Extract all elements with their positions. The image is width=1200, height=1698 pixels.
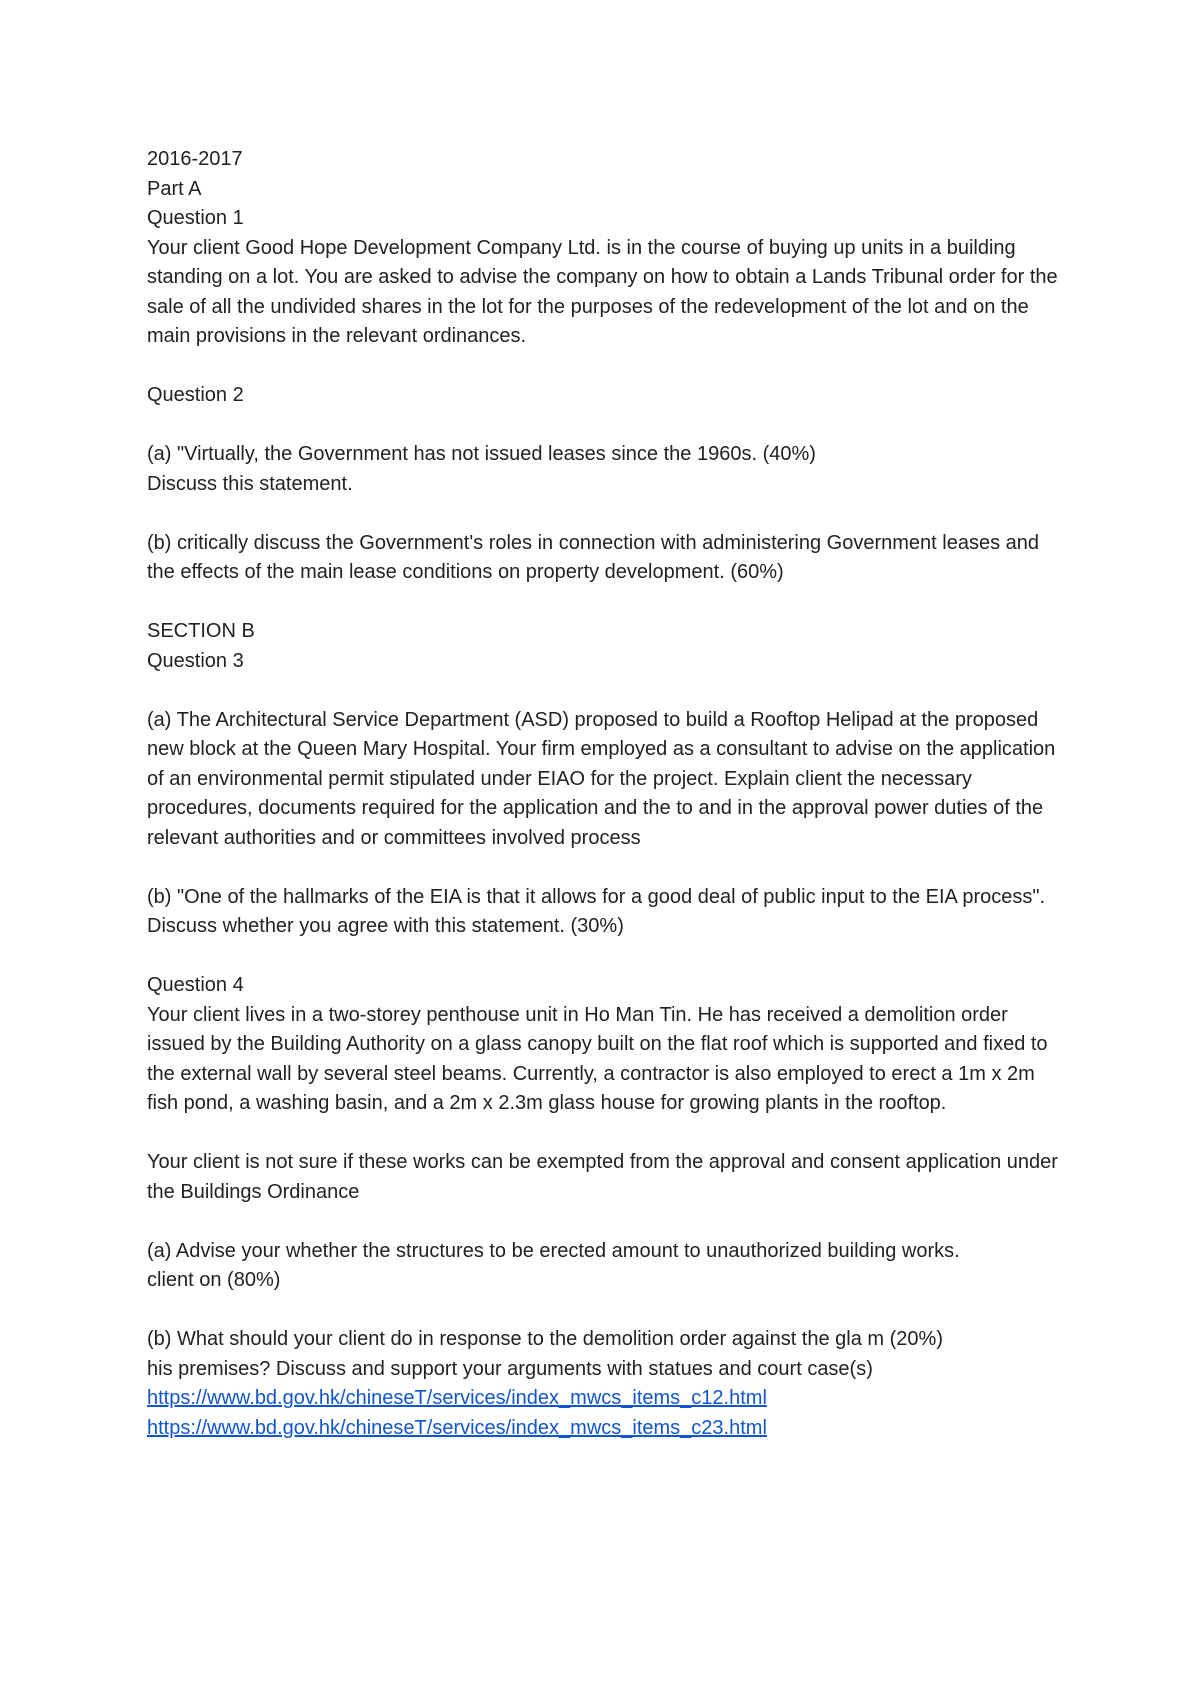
question-4b-line-1: (b) What should your client do in response to the demolition order against the gla m (20%) (147, 1328, 943, 1350)
spacer (147, 588, 1067, 618)
spacer (147, 942, 1067, 972)
question-3a: (a) The Architectural Service Department (ASD) proposed to build a Rooftop Helipad at the proposed new block at the Queen Mary Hospital. Your firm employed as a consultant to advise on the application of an environmental permit stipulated under EIAO for the project. Explain client the necessary procedures, documents required for the application and the to and in the approval power duties of the relevant authorities and or committees involved process (147, 708, 1056, 849)
spacer (147, 853, 1067, 883)
question-4-body: Your client lives in a two-storey penthouse unit in Ho Man Tin. He has received a demolition order issued by the Building Authority on a glass canopy built on the flat roof which is supported and fixed to the external wall by several steel beams. Currently, a contractor is also employed to erect a 1m x 2m fish pond, a washing basin, and a 2m x 2.3m glass house for growing plants in the rooftop. (147, 1003, 1048, 1114)
question-4b-line-2: his premises? Discuss and support your arguments with statues and court case(s) (147, 1357, 873, 1380)
question-2-heading: Question 2 (147, 384, 244, 406)
spacer (147, 352, 1067, 382)
part-a-heading: Part A (147, 177, 202, 200)
question-4a-line-1: (a) Advise your whether the structures to be erected amount to unauthorized building works. (147, 1239, 960, 1262)
document-body (147, 145, 1067, 1443)
reference-link-1[interactable]: https://www.bd.gov.hk/chineseT/services/index_mwcs_items_c12.html (147, 1387, 767, 1409)
question-3-heading: Question 3 (147, 649, 244, 672)
spacer (147, 411, 1067, 441)
question-2a-line-1: (a) "Virtually, the Government has not issued leases since the 1960s. (40%) (147, 443, 816, 465)
spacer (147, 1119, 1067, 1149)
spacer (147, 499, 1067, 529)
spacer (147, 1296, 1067, 1326)
question-2a-line-2: Discuss this statement. (147, 472, 353, 495)
question-4a-line-2: client on (80%) (147, 1269, 281, 1291)
question-3b: (b) "One of the hallmarks of the EIA is that it allows for a good deal of public input to the EIA process". Discuss whether you agree with this statement. (30%) (147, 885, 1046, 937)
question-4-note: Your client is not sure if these works can be exempted from the approval and consent application under the Buildings Ordinance (147, 1151, 1058, 1203)
question-1-heading: Question 1 (147, 207, 244, 229)
spacer (147, 676, 1067, 706)
question-1-body: Your client Good Hope Development Company Ltd. is in the course of buying up units in a building standing on a lot. You are asked to advise the company on how to obtain a Lands Tribunal order for the sale of all the undivided shares in the lot for the purposes of the redevelopment of the lot and on the main provisions in the relevant ordinances. (147, 236, 1058, 347)
section-b-heading: SECTION B (147, 620, 255, 642)
reference-link-2[interactable]: https://www.bd.gov.hk/chineseT/services/index_mwcs_items_c23.html (147, 1416, 767, 1439)
question-2b: (b) critically discuss the Government's roles in connection with administering Government leases and the effects of the main lease conditions on property development. (60%) (147, 531, 1039, 583)
spacer (147, 1207, 1067, 1237)
year-heading: 2016-2017 (147, 148, 243, 170)
question-4-heading: Question 4 (147, 974, 244, 996)
